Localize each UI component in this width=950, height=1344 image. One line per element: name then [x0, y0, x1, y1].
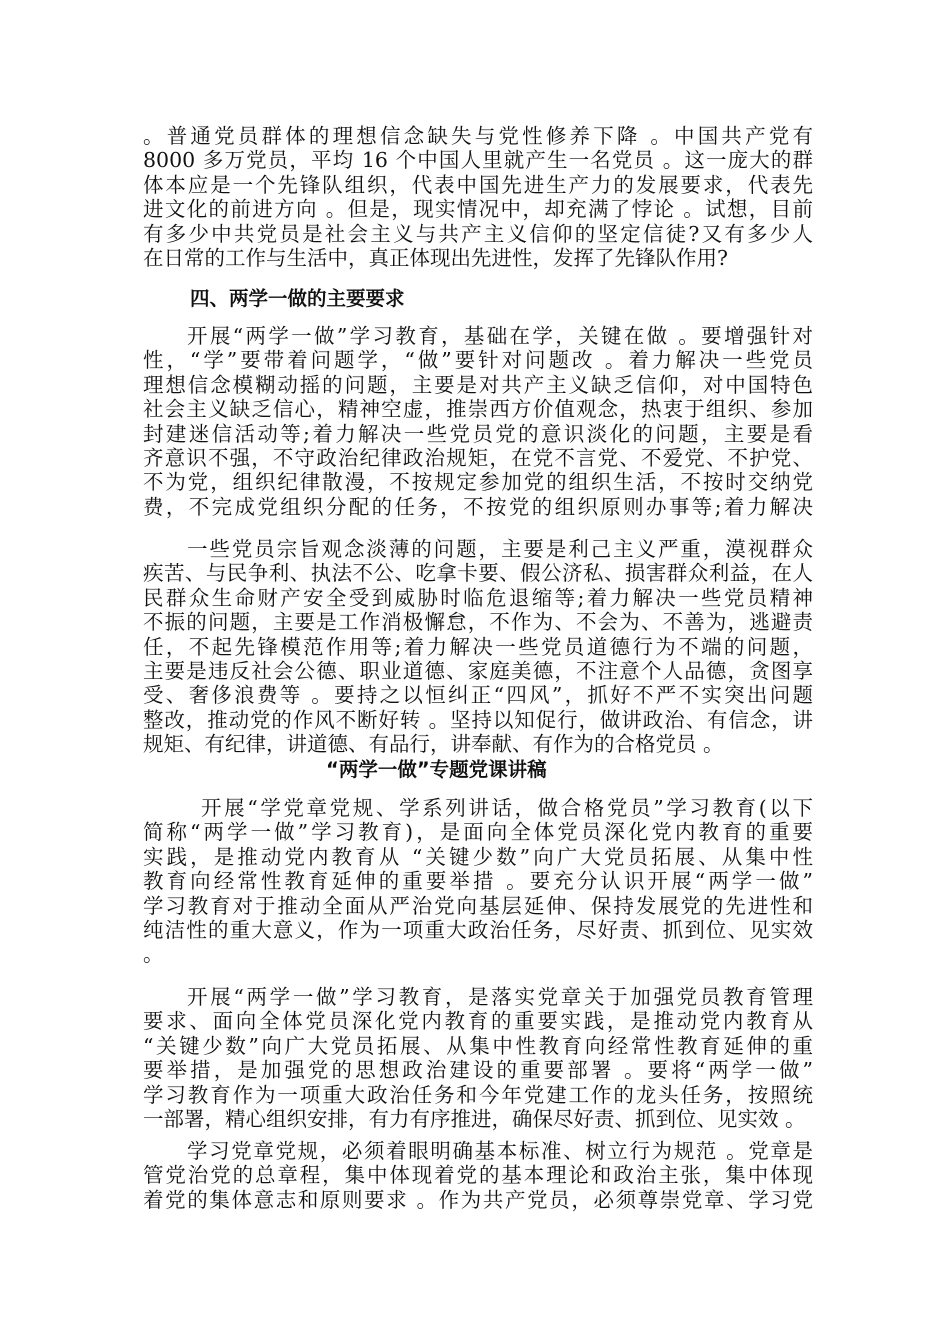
text-line: 疾苦、与民争利、执法不公、吃拿卡要、假公济私、损害群众利益，在人	[143, 561, 813, 586]
text-line: 要举措，是加强党的思想政治建设的重要部署 。要将“两学一做”	[143, 1058, 813, 1083]
text-line: 管党治党的总章程，集中体现着党的基本理论和政治主张，集中体现	[143, 1163, 813, 1188]
text-line: 简称“两学一做”学习教育)，是面向全体党员深化党内教育的重要	[143, 820, 813, 845]
text-line: 纯洁性的重大意义，作为一项重大政治任务，尽好责、抓到位、见实效	[143, 917, 813, 942]
text-line: 民群众生命财产安全受到威胁时临危退缩等;着力解决一些党员精神	[143, 585, 813, 610]
text-line: 社会主义缺乏信心，精神空虚，推崇西方价值观念，热衷于组织、参加	[143, 397, 813, 422]
text-line: 性，“学”要带着问题学，“做”要针对问题改 。着力解决一些党员	[143, 348, 813, 373]
text-line: 在日常的工作与生活中，真正体现出先进性，发挥了先锋队作用?	[143, 245, 728, 270]
paragraph-1	[143, 124, 813, 270]
paragraph-2	[143, 324, 813, 519]
text-line: 齐意识不强，不守政治纪律政治规矩，在党不言党、不爱党、不护党、	[143, 445, 813, 470]
paragraph-4	[143, 796, 813, 967]
text-line: 进文化的前进方向 。但是，现实情况中，却充满了悖论 。试想，目前	[143, 197, 813, 222]
text-line: 。	[143, 942, 164, 967]
text-line: 教育向经常性教育延伸的重要举措 。要充分认识开展“两学一做”	[143, 869, 813, 894]
text-line: 一些党员宗旨观念淡薄的问题，主要是利己主义严重，漠视群众	[187, 537, 813, 561]
text-line: 主要是违反社会公德、职业道德、家庭美德，不注意个人品德，贪图享	[143, 658, 813, 683]
text-line: 学习党章党规，必须着眼明确基本标准、树立行为规范 。党章是	[187, 1139, 813, 1163]
text-line: 受、奢侈浪费等 。要持之以恒纠正“四风”，抓好不严不实突出问题	[143, 683, 813, 708]
text-line: 开展“两学一做”学习教育，基础在学，关键在做 。要增强针对	[187, 324, 813, 348]
text-line: 要求、面向全体党员深化党内教育的重要实践，是推动党内教育从	[143, 1009, 813, 1034]
text-line: 开展“学党章党规、学系列讲话，做合格党员”学习教育(以下	[201, 796, 813, 820]
text-line: 8000 多万党员，平均 16 个中国人里就产生一名党员 。这一庞大的群	[143, 148, 813, 173]
text-line: 体本应是一个先锋队组织，代表中国先进生产力的发展要求，代表先	[143, 172, 813, 197]
text-line: 封建迷信活动等;着力解决一些党员党的意识淡化的问题，主要是看	[143, 421, 813, 446]
text-line: 着党的集体意志和原则要求 。作为共产党员，必须尊崇党章、学习党	[143, 1187, 813, 1212]
text-line: 理想信念模糊动摇的问题，主要是对共产主义缺乏信仰，对中国特色	[143, 372, 813, 397]
text-line: 一部署，精心组织安排，有力有序推进，确保尽好责、抓到位、见实效 。	[143, 1106, 806, 1131]
text-line: 整改，推动党的作风不断好转 。坚持以知促行，做讲政治、有信念，讲	[143, 707, 813, 732]
section-heading: 四、两学一做的主要要求	[190, 287, 405, 310]
paragraph-5	[143, 985, 813, 1131]
document-title: “两学一做”专题党课讲稿	[326, 758, 547, 781]
text-line: 规矩、有纪律，讲道德、有品行，讲奉献、有作为的合格党员 。	[143, 732, 724, 757]
text-line: 学习教育对于推动全面从严治党向基层延伸、保持发展党的先进性和	[143, 893, 813, 918]
text-line: 实践，是推动党内教育从 “关键少数”向广大党员拓展、从集中性	[143, 844, 813, 869]
text-line: “关键少数”向广大党员拓展、从集中性教育向经常性教育延伸的重	[143, 1033, 813, 1058]
paragraph-3	[143, 537, 813, 757]
text-line: 不振的问题，主要是工作消极懈怠，不作为、不会为、不善为，逃避责	[143, 610, 813, 635]
text-line: 学习教育作为一项重大政治任务和今年党建工作的龙头任务，按照统	[143, 1082, 813, 1107]
text-line: 任，不起先锋模范作用等;着力解决一些党员道德行为不端的问题，	[143, 634, 813, 659]
paragraph-6	[143, 1139, 813, 1212]
text-line: 开展“两学一做”学习教育，是落实党章关于加强党员教育管理	[187, 985, 813, 1009]
text-line: 费，不完成党组织分配的任务，不按党的组织原则办事等;着力解决	[143, 494, 813, 519]
text-line: 有多少中共党员是社会主义与共产主义信仰的坚定信徒?又有多少人	[143, 221, 813, 246]
text-line: 不为党，组织纪律散漫，不按规定参加党的组织生活，不按时交纳党	[143, 470, 813, 495]
text-line: 。普通党员群体的理想信念缺失与党性修养下降 。中国共产党有	[143, 124, 813, 148]
